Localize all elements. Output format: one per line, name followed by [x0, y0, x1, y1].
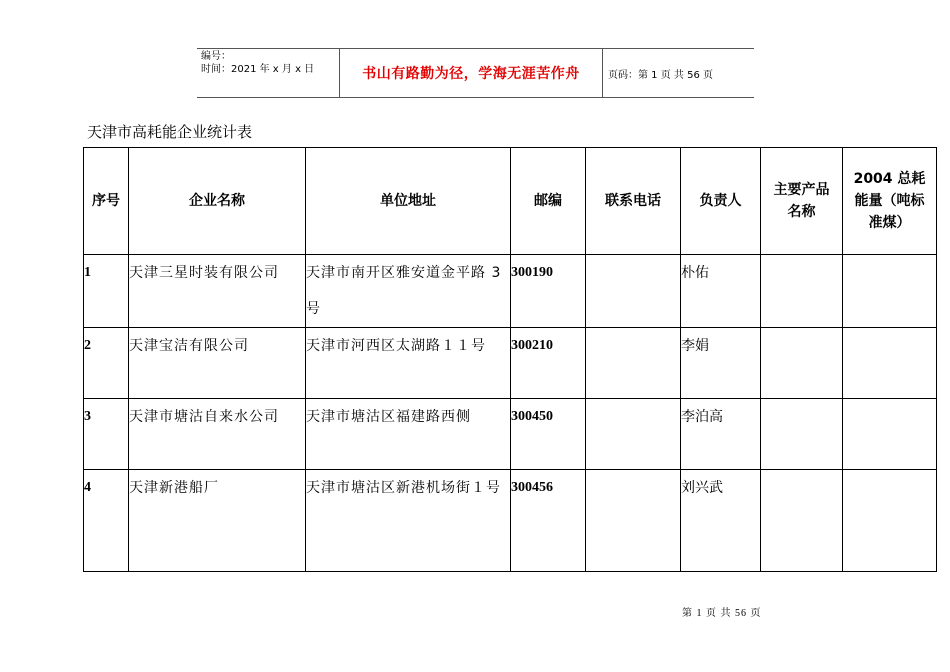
enterprise-table [83, 147, 937, 572]
cell-phone [586, 255, 681, 328]
cell-phone [586, 470, 681, 572]
table-row [84, 470, 937, 572]
header-motto: 书山有路勤为径，学海无涯苦作舟 [362, 66, 580, 82]
cell-phone [586, 399, 681, 470]
cell-person: 刘兴武 [681, 470, 761, 572]
cell-product [761, 399, 843, 470]
cell-name: 天津宝洁有限公司 [129, 328, 306, 399]
date-line: 时间：2021 年 x 月 x 日 [201, 64, 315, 75]
cell-address: 天津市南开区雅安道金平路 3 号 [306, 255, 511, 328]
column-header-no: 序号 [84, 148, 129, 255]
column-header-address: 单位地址 [306, 148, 511, 255]
table-row [84, 399, 937, 470]
header-divider [602, 49, 603, 97]
cell-person: 李娟 [681, 328, 761, 399]
column-header-name: 企业名称 [129, 148, 306, 255]
cell-address: 天津市塘沽区新港机场街１号 [306, 470, 511, 572]
cell-energy [843, 328, 937, 399]
column-header-zip: 邮编 [511, 148, 586, 255]
cell-zip: 300450 [511, 399, 586, 470]
column-header-phone: 联系电话 [586, 148, 681, 255]
table-header-row [84, 148, 937, 255]
table-row [84, 328, 937, 399]
cell-product [761, 470, 843, 572]
cell-address: 天津市塘沽区福建路西侧 [306, 399, 511, 470]
cell-product [761, 328, 843, 399]
page-header [197, 48, 754, 98]
cell-name: 天津新港船厂 [129, 470, 306, 572]
cell-no: 2 [84, 328, 129, 399]
cell-person: 朴佑 [681, 255, 761, 328]
column-header-product: 主要产品名称 [761, 148, 843, 255]
serial-label: 编号： [201, 51, 231, 62]
cell-no: 3 [84, 399, 129, 470]
cell-name: 天津市塘沽自来水公司 [129, 399, 306, 470]
table-row [84, 255, 937, 328]
column-header-person: 负责人 [681, 148, 761, 255]
column-header-energy: 2004 总耗能量（吨标准煤） [843, 148, 937, 255]
footer-page-number: 第 1 页 共 56 页 [682, 608, 762, 619]
cell-product [761, 255, 843, 328]
cell-zip: 300456 [511, 470, 586, 572]
header-meta [201, 50, 314, 76]
cell-energy [843, 399, 937, 470]
cell-name: 天津三星时装有限公司 [129, 255, 306, 328]
cell-no: 4 [84, 470, 129, 572]
header-page-info: 页码：第 1 页 共 56 页 [608, 69, 713, 81]
document-title: 天津市高耗能企业统计表 [87, 123, 253, 141]
cell-phone [586, 328, 681, 399]
cell-zip: 300210 [511, 328, 586, 399]
cell-no: 1 [84, 255, 129, 328]
cell-energy [843, 255, 937, 328]
cell-energy [843, 470, 937, 572]
cell-person: 李泊高 [681, 399, 761, 470]
cell-address: 天津市河西区太湖路１１号 [306, 328, 511, 399]
cell-zip: 300190 [511, 255, 586, 328]
